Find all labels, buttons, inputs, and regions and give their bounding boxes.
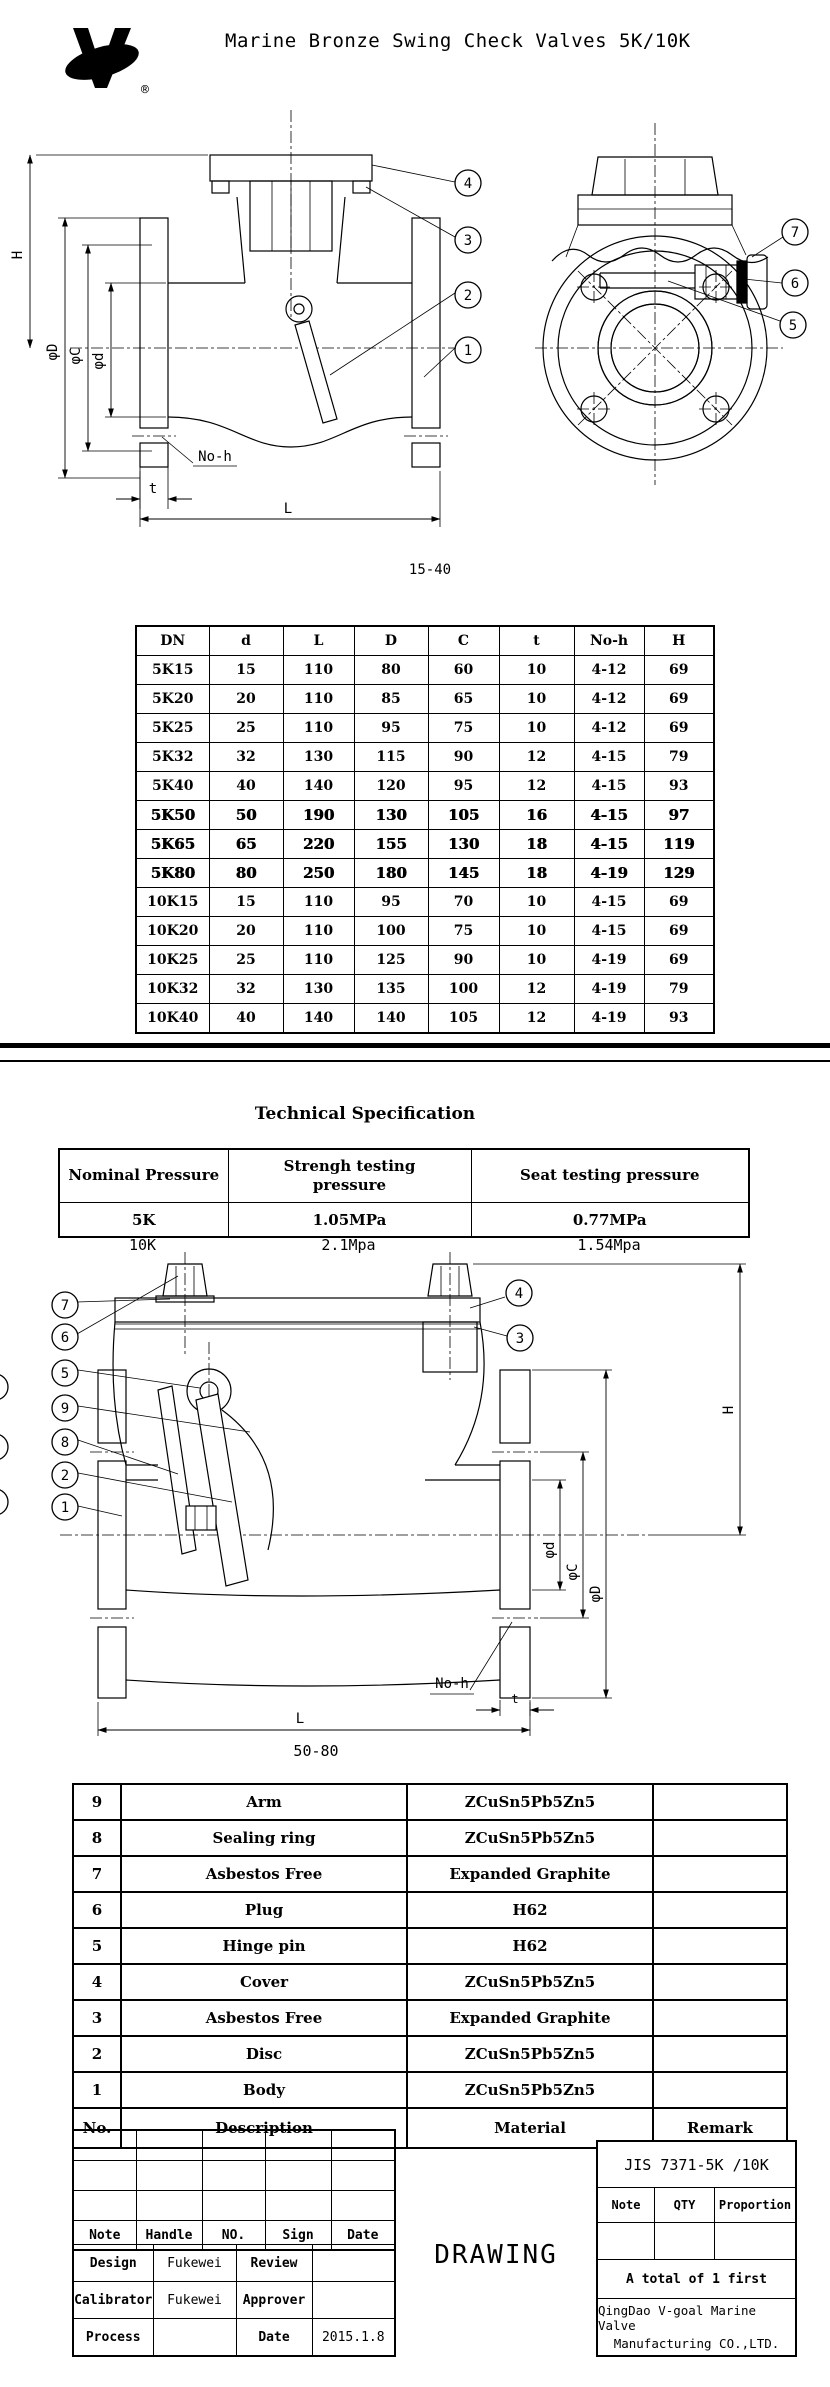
col-header: QTY [655, 2188, 715, 2222]
disc [196, 1394, 248, 1586]
cell: 95 [354, 888, 428, 917]
sign-row [73, 2319, 395, 2357]
part-material: ZCuSn5Pb5Zn5 [407, 2072, 653, 2108]
part-remark [653, 1784, 787, 1820]
empty-row [73, 2130, 395, 2161]
cell: 75 [428, 714, 499, 743]
section-view-15-40 [70, 110, 473, 467]
callout-3-label: 3 [463, 232, 473, 249]
cell: 10K15 [136, 888, 209, 917]
cell: 16 [499, 801, 574, 830]
callout-6-label: 6 [60, 1329, 70, 1346]
cell: 10K [128, 1236, 157, 1254]
spec-table [58, 1148, 750, 1238]
callout-clipped [0, 1434, 8, 1460]
cell: 4-12 [574, 714, 644, 743]
cell: 110 [283, 685, 354, 714]
cell: 5K20 [136, 685, 209, 714]
cell: 69 [644, 685, 714, 714]
dim-row [136, 946, 714, 975]
dim-H: H [10, 250, 26, 260]
cell: 110 [283, 946, 354, 975]
part-row [73, 1892, 787, 1928]
cell: 180 [354, 859, 428, 888]
part-no: 9 [73, 1784, 121, 1820]
part-remark [653, 1964, 787, 2000]
cell [73, 2130, 136, 2161]
callout-clipped [0, 1489, 8, 1515]
cell [136, 2191, 202, 2221]
part-remark [653, 1820, 787, 1856]
cell: 90 [428, 743, 499, 772]
dim-row [136, 714, 714, 743]
valve-drawing-50-80 [0, 1250, 830, 1780]
cell [202, 2161, 265, 2191]
callout-2-label: 2 [463, 287, 473, 304]
part-remark [653, 2036, 787, 2072]
dim-row [136, 743, 714, 772]
cell: 110 [283, 888, 354, 917]
cell: 4-12 [574, 656, 644, 685]
cell: 4-15 [574, 917, 644, 946]
dimensions-view1 [10, 155, 451, 578]
field-value: 2015.1.8 [312, 2319, 395, 2357]
cell: 4-15 [574, 830, 644, 859]
cell: 85 [354, 685, 428, 714]
col-header: Sign [265, 2221, 331, 2251]
registered-mark: ® [141, 83, 149, 98]
dim-phiC: φC [565, 1563, 581, 1581]
dim-noh: No-h [435, 1676, 469, 1692]
cell: 1.05MPa [228, 1203, 471, 1238]
cell: 97 [644, 801, 714, 830]
cell: 5K50 [136, 801, 209, 830]
cell [265, 2191, 331, 2221]
col-header: Note [73, 2221, 136, 2251]
cell: 140 [354, 1004, 428, 1034]
cell: 10 [499, 946, 574, 975]
dim-row [136, 975, 714, 1004]
callout-clipped [0, 1374, 8, 1400]
cell: 10K40 [136, 1004, 209, 1034]
cell: 100 [428, 975, 499, 1004]
field-value: Fukewei [153, 2282, 236, 2319]
field-value [153, 2319, 236, 2357]
part-remark [653, 1892, 787, 1928]
part-description: Asbestos Free [121, 2000, 407, 2036]
callout-3-label: 3 [515, 1330, 525, 1347]
dim-noh: No-h [198, 449, 232, 465]
spec-col2-line2: pressure [312, 1176, 387, 1194]
cell: 25 [209, 946, 283, 975]
dim-phid: φd [91, 352, 107, 370]
cell: 220 [283, 830, 354, 859]
field-value: Fukewei [153, 2245, 236, 2282]
cell: 130 [283, 975, 354, 1004]
cell: 110 [283, 656, 354, 685]
cell: 20 [209, 917, 283, 946]
callout-4-label: 4 [463, 175, 473, 192]
col-header: C [428, 626, 499, 656]
cell [715, 2223, 795, 2259]
cell: 5K80 [136, 859, 209, 888]
sheet-total: A total of 1 first [626, 2271, 767, 2287]
cell [202, 2191, 265, 2221]
cell: 140 [283, 772, 354, 801]
cell: 0.77MPa [471, 1203, 749, 1238]
field-label: Approver [236, 2282, 312, 2319]
cell: 93 [644, 1004, 714, 1034]
dim-row [136, 656, 714, 685]
cell: 120 [354, 772, 428, 801]
cell: 105 [428, 1004, 499, 1034]
col-header: No. [73, 2108, 121, 2148]
cell: 25 [209, 714, 283, 743]
col-header: t [499, 626, 574, 656]
dim-phiD: φD [45, 343, 61, 361]
company-name-line1: QingDao V-goal Marine Valve [598, 2303, 757, 2333]
part-row [73, 1856, 787, 1892]
part-no: 2 [73, 2036, 121, 2072]
empty-row [73, 2191, 395, 2221]
part-remark [653, 1928, 787, 1964]
cell: 110 [283, 917, 354, 946]
cell: 4-19 [574, 946, 644, 975]
cell: 65 [428, 685, 499, 714]
page-title: Marine Bronze Swing Check Valves 5K/10K [225, 30, 691, 52]
part-material: H62 [407, 1892, 653, 1928]
part-row [73, 1964, 787, 2000]
cell: 50 [209, 801, 283, 830]
col-header: Remark [653, 2108, 787, 2148]
part-remark [653, 2000, 787, 2036]
part-no: 1 [73, 2072, 121, 2108]
col-header: Description [121, 2108, 407, 2148]
callout-8-label: 8 [60, 1434, 70, 1451]
part-description: Arm [121, 1784, 407, 1820]
valve-drawing-15-40 [0, 85, 830, 590]
cell: 5K15 [136, 656, 209, 685]
dim-H: H [721, 1405, 737, 1415]
callout-5-label: 5 [788, 317, 798, 334]
cell: 75 [428, 917, 499, 946]
dim-L: L [283, 501, 293, 517]
cell: 125 [354, 946, 428, 975]
cell: 4-15 [574, 888, 644, 917]
callout-5-label: 5 [60, 1365, 70, 1382]
cell: 129 [644, 859, 714, 888]
cell: 130 [428, 830, 499, 859]
title-block-right [596, 2140, 797, 2357]
sign-row [73, 2245, 395, 2282]
section-view-50-80 [60, 1252, 655, 1698]
part-material: ZCuSn5Pb5Zn5 [407, 1784, 653, 1820]
cell: 12 [499, 1004, 574, 1034]
cell: 32 [209, 743, 283, 772]
col-header: Nominal Pressure [59, 1149, 228, 1203]
cell: 12 [499, 975, 574, 1004]
cell: 10K32 [136, 975, 209, 1004]
cell: 90 [428, 946, 499, 975]
callout-1-label: 1 [463, 342, 473, 359]
cell [331, 2130, 395, 2161]
col-header: d [209, 626, 283, 656]
part-row [73, 2036, 787, 2072]
part-description: Body [121, 2072, 407, 2108]
parts-table [72, 1783, 788, 2149]
cell: 40 [209, 1004, 283, 1034]
col-header: Seat testing pressure [471, 1149, 749, 1203]
dim-row [136, 888, 714, 917]
cell: 10 [499, 714, 574, 743]
sign-row [73, 2282, 395, 2319]
cell: 4-19 [574, 1004, 644, 1034]
cell [136, 2161, 202, 2191]
dim-row [136, 859, 714, 888]
cell: 4-15 [574, 772, 644, 801]
cell: 15 [209, 888, 283, 917]
field-value [312, 2245, 395, 2282]
cell: 10K25 [136, 946, 209, 975]
cell: 5K40 [136, 772, 209, 801]
part-material: ZCuSn5Pb5Zn5 [407, 2036, 653, 2072]
cell: 15 [209, 656, 283, 685]
drawing-label: DRAWING [434, 2240, 558, 2270]
cell: 18 [499, 830, 574, 859]
dim-header-row [136, 626, 714, 656]
cell [136, 2130, 202, 2161]
field-label: Calibrator [73, 2282, 153, 2319]
cell: 95 [428, 772, 499, 801]
dim-phid: φd [542, 1541, 558, 1559]
revision-grid [72, 2129, 396, 2251]
cell [655, 2223, 715, 2259]
part-description: Disc [121, 2036, 407, 2072]
cell: 18 [499, 859, 574, 888]
part-remark [653, 1856, 787, 1892]
part-row [73, 2072, 787, 2108]
part-description: Cover [121, 1964, 407, 2000]
cell [598, 2223, 655, 2259]
dim-t: t [511, 1692, 519, 1706]
cell: 10K20 [136, 917, 209, 946]
cell: 190 [283, 801, 354, 830]
cell: 69 [644, 714, 714, 743]
cell: 69 [644, 946, 714, 975]
end-view-15-40 [535, 123, 808, 485]
disc [295, 321, 337, 423]
cell: 40 [209, 772, 283, 801]
cell: 70 [428, 888, 499, 917]
part-description: Plug [121, 1892, 407, 1928]
cell: 69 [644, 656, 714, 685]
col-header: Date [331, 2221, 395, 2251]
callouts-view1 [330, 165, 481, 377]
part-material: Expanded Graphite [407, 1856, 653, 1892]
part-no: 7 [73, 1856, 121, 1892]
field-label: Design [73, 2245, 153, 2282]
part-no: 4 [73, 1964, 121, 2000]
cell: 5K [59, 1203, 228, 1238]
dim-row [136, 830, 714, 859]
cell: 115 [354, 743, 428, 772]
part-description: Asbestos Free [121, 1856, 407, 1892]
part-row [73, 2000, 787, 2036]
cell: 65 [209, 830, 283, 859]
signature-grid [72, 2244, 396, 2357]
cell: 5K32 [136, 743, 209, 772]
cell [73, 2191, 136, 2221]
part-no: 5 [73, 1928, 121, 1964]
dimension-table [135, 625, 715, 1034]
cell [331, 2161, 395, 2191]
cell: 60 [428, 656, 499, 685]
field-label: Date [236, 2319, 312, 2357]
packing-left [212, 181, 229, 193]
cell: 12 [499, 772, 574, 801]
part-remark [653, 2072, 787, 2108]
cell: 4-15 [574, 801, 644, 830]
cell: 69 [644, 888, 714, 917]
col-header: No-h [574, 626, 644, 656]
part-description: Sealing ring [121, 1820, 407, 1856]
dim-t: t [148, 481, 158, 497]
cell: 4-19 [574, 975, 644, 1004]
callout-2-label: 2 [60, 1467, 70, 1484]
dim-row [136, 1004, 714, 1034]
cell: 4-19 [574, 859, 644, 888]
cell: 32 [209, 975, 283, 1004]
callouts-view2 [0, 1276, 533, 1520]
field-label: Review [236, 2245, 312, 2282]
cell: 5K25 [136, 714, 209, 743]
cell: 135 [354, 975, 428, 1004]
cell: 145 [428, 859, 499, 888]
dim-row [136, 917, 714, 946]
cell [73, 2161, 136, 2191]
disc-plug [186, 1506, 216, 1530]
cell: 10 [499, 685, 574, 714]
cell [265, 2161, 331, 2191]
section-divider-thin [0, 1060, 830, 1062]
col-header: Note [598, 2188, 655, 2222]
cell: 79 [644, 975, 714, 1004]
cell [265, 2130, 331, 2161]
empty-row [73, 2161, 395, 2191]
field-label: Process [73, 2319, 153, 2357]
cell: 10 [499, 917, 574, 946]
part-material: ZCuSn5Pb5Zn5 [407, 1964, 653, 2000]
cell [331, 2191, 395, 2221]
cell: 79 [644, 743, 714, 772]
part-no: 8 [73, 1820, 121, 1856]
part-row [73, 1784, 787, 1820]
col-header: Proportion [718, 2198, 792, 2212]
cell: 93 [644, 772, 714, 801]
dim-phiC: φC [68, 347, 84, 365]
cell: 130 [354, 801, 428, 830]
part-material: H62 [407, 1928, 653, 1964]
cell: 10 [499, 656, 574, 685]
cell: 4-12 [574, 685, 644, 714]
cell: 105 [428, 801, 499, 830]
field-value [312, 2282, 395, 2319]
cell: 80 [354, 656, 428, 685]
cell: 20 [209, 685, 283, 714]
callout-4-label: 4 [514, 1285, 524, 1302]
cell: 1.54Mpa [577, 1236, 641, 1254]
cell: 10 [499, 888, 574, 917]
spec-row-5k [59, 1203, 749, 1238]
section-divider-thick [0, 1043, 830, 1048]
col-header: DN [136, 626, 209, 656]
range-label-50-80: 50-80 [293, 1742, 339, 1760]
col-header: L [283, 626, 354, 656]
cell: 95 [354, 714, 428, 743]
standard-number: JIS 7371-5K /10K [624, 2155, 769, 2174]
cell: 130 [283, 743, 354, 772]
part-description: Hinge pin [121, 1928, 407, 1964]
company-name-line2: Manufacturing CO.,LTD. [613, 2336, 780, 2351]
part-row [73, 1928, 787, 1964]
part-row [73, 1820, 787, 1856]
part-material: ZCuSn5Pb5Zn5 [407, 1820, 653, 1856]
cell: 5K65 [136, 830, 209, 859]
col-header: H [644, 626, 714, 656]
cell [202, 2130, 265, 2161]
callout-6-label: 6 [790, 275, 800, 292]
col-header: Material [407, 2108, 653, 2148]
part-no: 6 [73, 1892, 121, 1928]
cell: 119 [644, 830, 714, 859]
callout-1-label: 1 [60, 1499, 70, 1516]
spec-heading: Technical Specification [254, 1104, 476, 1124]
spec-header-row [59, 1149, 749, 1203]
cell: 100 [354, 917, 428, 946]
dim-phiD: φD [588, 1585, 604, 1603]
cell: 4-15 [574, 743, 644, 772]
col-header: NO. [202, 2221, 265, 2251]
spec-col2-line1: Strengh testing [283, 1156, 416, 1175]
dim-row [136, 685, 714, 714]
cell: 12 [499, 743, 574, 772]
cell: 69 [644, 917, 714, 946]
cell: 140 [283, 1004, 354, 1034]
dim-row [136, 801, 714, 830]
packing-right [353, 181, 370, 193]
callout-9-label: 9 [60, 1400, 70, 1417]
dim-L: L [295, 1711, 305, 1727]
hinge-pin [286, 296, 312, 322]
cell: 250 [283, 859, 354, 888]
cell: 110 [283, 714, 354, 743]
callout-7-label: 7 [790, 224, 800, 241]
cell: 155 [354, 830, 428, 859]
col-header: Handle [136, 2221, 202, 2251]
cell: 80 [209, 859, 283, 888]
col-header [228, 1149, 471, 1203]
callout-7-label: 7 [60, 1297, 70, 1314]
col-header: D [354, 626, 428, 656]
part-no: 3 [73, 2000, 121, 2036]
dim-row [136, 772, 714, 801]
range-label-15-40: 15-40 [408, 562, 452, 578]
part-material: Expanded Graphite [407, 2000, 653, 2036]
cell: 2.1Mpa [321, 1236, 376, 1254]
